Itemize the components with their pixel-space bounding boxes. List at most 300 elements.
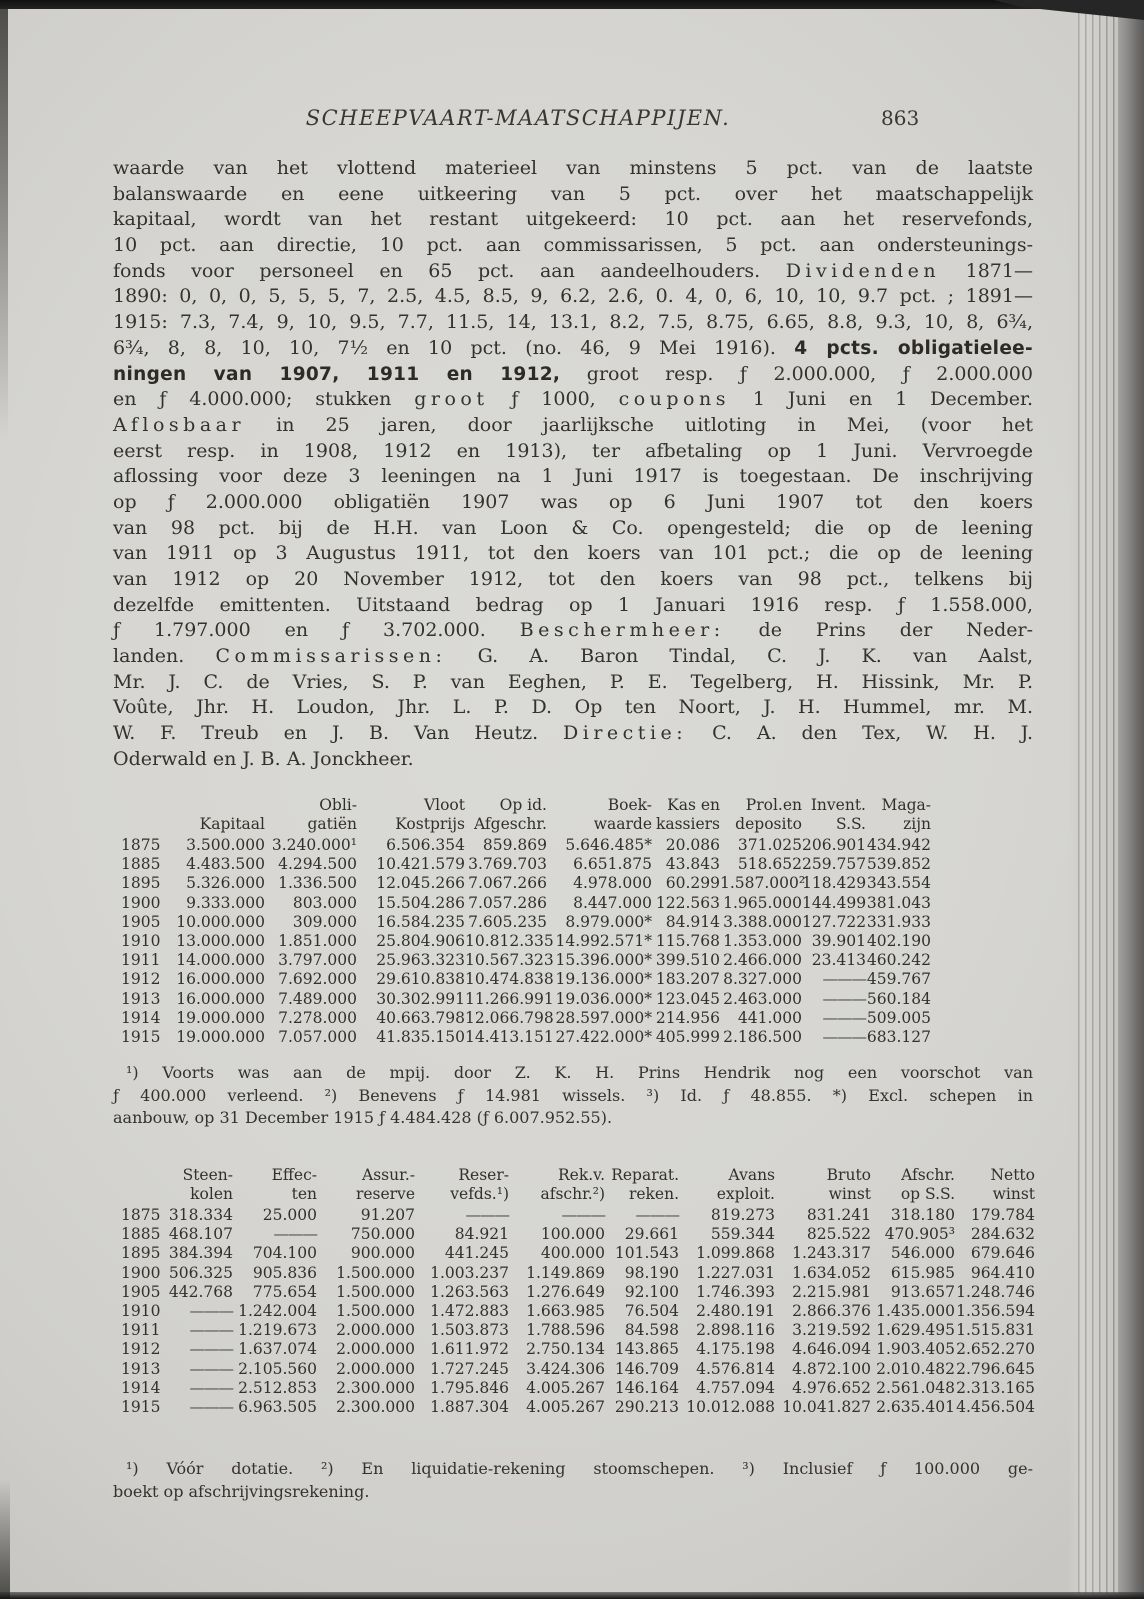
year-cell: 1913: [121, 1359, 161, 1378]
column-header: deposito: [735, 815, 802, 833]
value-cell: ———: [189, 1378, 233, 1397]
value-cell: 41.835.150: [376, 1028, 465, 1047]
value-cell: 214.956: [655, 1008, 720, 1027]
value-cell: 1.903.405: [876, 1340, 955, 1359]
column-header: afschr.²): [540, 1185, 605, 1203]
paragraph-line: [113, 541, 1033, 567]
running-header: [113, 106, 1033, 136]
value-cell: 4.456.504: [956, 1398, 1035, 1417]
text-segment: dezelfde emittenten. Uitstaand bedrag op 1 Januari 1916 resp. ƒ 1.558.000,: [113, 593, 1033, 616]
paragraph-line: [113, 516, 1033, 542]
value-cell: 679.646: [970, 1244, 1035, 1263]
value-cell: 1.503.873: [430, 1321, 509, 1340]
value-cell: 1.500.000: [336, 1282, 415, 1301]
paragraph-line: [113, 593, 1033, 619]
value-cell: 23.413: [811, 951, 866, 970]
spaced-text-segment: Directie:: [563, 722, 688, 745]
value-cell: 27.422.000*: [555, 1028, 652, 1047]
table-row: [121, 1379, 1035, 1398]
value-cell: 3.769.703: [468, 855, 547, 874]
value-cell: 1.851.000: [278, 932, 357, 951]
value-cell: 460.242: [866, 951, 931, 970]
year-cell: 1895: [121, 1244, 161, 1263]
text-segment: balanswaarde en eene uitkeering van 5 pct. over het maatschappelijk: [113, 182, 1033, 205]
value-cell: 384.394: [168, 1244, 233, 1263]
text-segment: fonds voor personeel en 65 pct. aan aandeelhouders.: [113, 259, 786, 282]
text-segment: ƒ 1.797.000 en ƒ 3.702.000.: [113, 619, 520, 642]
footnote-line: [113, 1062, 1033, 1085]
paragraph-line: [113, 721, 1033, 747]
value-cell: 2.480.191: [696, 1302, 775, 1321]
value-cell: 1.149.869: [526, 1263, 605, 1282]
value-cell: 1.472.883: [430, 1302, 509, 1321]
value-cell: 19.000.000: [176, 1028, 265, 1047]
text-segment: waarde van het vlottend materieel van minstens 5 pct. van de laatste: [113, 157, 1033, 179]
value-cell: 7.605.235: [468, 912, 547, 931]
value-cell: 1.611.972: [430, 1340, 509, 1359]
text-segment: de Prins der Neder-: [724, 619, 1033, 642]
value-cell: 819.273: [710, 1206, 775, 1224]
table-row: [121, 1009, 931, 1028]
year-cell: 1910: [121, 932, 161, 951]
value-cell: ———: [822, 970, 866, 989]
column-header: Bruto: [826, 1166, 871, 1184]
column-header: Kas en: [667, 796, 720, 814]
bottom-left-shadow: [0, 1479, 10, 1599]
value-cell: 1.788.596: [526, 1321, 605, 1340]
value-cell: 1.276.649: [526, 1282, 605, 1301]
column-header: Afschr.: [901, 1166, 955, 1184]
financial-table-balance: [121, 796, 931, 1047]
value-cell: 2.866.376: [792, 1302, 871, 1321]
value-cell: 1.227.031: [696, 1263, 775, 1282]
paragraph-line: [113, 670, 1033, 696]
spaced-text-segment: Aflosbaar: [113, 413, 246, 436]
value-cell: 2.313.165: [956, 1378, 1035, 1397]
value-cell: 14.000.000: [176, 951, 265, 970]
paragraph-line: [113, 387, 1033, 413]
text-segment: op ƒ 2.000.000 obligatiën 1907 was op 6 Juni 1907 tot den koers: [113, 490, 1033, 513]
value-cell: 1.500.000: [336, 1263, 415, 1282]
value-cell: 3.797.000: [278, 951, 357, 970]
value-cell: 100.000: [540, 1225, 605, 1244]
financial-table-results: [121, 1166, 1035, 1417]
value-cell: 2.561.048: [876, 1378, 955, 1397]
table-row: [121, 1360, 1035, 1379]
value-cell: 3.424.306: [526, 1359, 605, 1378]
text-segment: aflossing voor deze 3 leeningen na 1 Juni 1917 is toegestaan. De inschrijving: [113, 465, 1033, 488]
column-header: winst: [828, 1185, 871, 1203]
column-header: [121, 1166, 165, 1185]
value-cell: ———: [189, 1359, 233, 1378]
value-cell: ———: [189, 1321, 233, 1340]
value-cell: 122.563: [655, 893, 720, 912]
value-cell: 284.632: [970, 1225, 1035, 1244]
value-cell: ———: [822, 1028, 866, 1047]
value-cell: 704.100: [252, 1244, 317, 1263]
value-cell: 43.843: [665, 855, 720, 874]
value-cell: 2.512.853: [238, 1378, 317, 1397]
text-segment: van 1911 op 3 Augustus 1911, tot den koers van 101 pct.; die op de leening: [113, 542, 1033, 565]
year-cell: 1914: [121, 1378, 161, 1397]
value-cell: 1.435.000: [876, 1302, 955, 1321]
value-cell: 123.045: [655, 989, 720, 1008]
paragraph-line: [113, 695, 1033, 721]
value-cell: 1.629.495: [876, 1321, 955, 1340]
paragraph-line: [113, 310, 1033, 336]
value-cell: 7.067.266: [468, 874, 547, 893]
column-header: Op id.: [499, 796, 547, 814]
text-segment: G. A. Baron Tindal, C. J. K. van Aalst,: [446, 645, 1033, 668]
value-cell: 19.036.000*: [555, 989, 652, 1008]
value-cell: 2.652.270: [956, 1340, 1035, 1359]
text-segment: van 1912 op 20 November 1912, tot den koers van 98 pct., telkens bij: [113, 568, 1033, 590]
column-header: Effec-: [271, 1166, 317, 1184]
value-cell: 1.353.000: [723, 932, 802, 951]
column-header: Reparat.: [611, 1166, 679, 1184]
table-header-row: [121, 796, 931, 815]
table-row: [121, 835, 931, 855]
table-row: [121, 951, 931, 970]
text-segment: van 98 pct. bij de H.H. van Loon & Co. opengesteld; die op de leening: [113, 516, 1033, 539]
value-cell: 16.000.000: [176, 989, 265, 1008]
value-cell: 91.207: [360, 1206, 415, 1224]
value-cell: 12.045.266: [376, 874, 465, 893]
table-row: [121, 894, 931, 913]
table-row: [121, 1264, 1035, 1283]
year-cell: 1913: [121, 989, 161, 1008]
table-header-row: [121, 1166, 1035, 1185]
footnote-line: [113, 1481, 1033, 1504]
value-cell: 441.245: [444, 1244, 509, 1263]
value-cell: ———: [561, 1206, 605, 1224]
column-header: vefds.¹): [450, 1185, 509, 1203]
value-cell: 964.410: [970, 1263, 1035, 1282]
value-cell: 1.515.831: [956, 1321, 1035, 1340]
year-cell: 1900: [121, 893, 161, 912]
column-header: [121, 815, 165, 835]
page-title: SCHEEPVAART-MAATSCHAPPIJEN.: [305, 106, 731, 130]
column-header: Vloot: [423, 796, 465, 814]
value-cell: 2.898.116: [696, 1321, 775, 1340]
text-segment: groot resp. ƒ 2.000.000, ƒ 2.000.000: [560, 362, 1033, 385]
value-cell: 331.933: [866, 912, 931, 931]
value-cell: 16.000.000: [176, 970, 265, 989]
value-cell: 4.294.500: [278, 855, 357, 874]
table-row: [121, 1321, 1035, 1340]
value-cell: 318.180: [890, 1206, 955, 1224]
column-header: ten: [291, 1185, 317, 1203]
value-cell: 1.634.052: [792, 1263, 871, 1282]
value-cell: 2.300.000: [336, 1378, 415, 1397]
text-segment: ƒ 400.000 verleend. ²) Benevens ƒ 14.981 wissels. ³) Id. ƒ 48.855. *) Excl. schepen in: [113, 1085, 1033, 1105]
value-cell: 2.466.000: [723, 951, 802, 970]
value-cell: 4.005.267: [526, 1378, 605, 1397]
value-cell: 29.661: [624, 1225, 679, 1244]
value-cell: 1.263.563: [430, 1282, 509, 1301]
value-cell: 459.767: [866, 970, 931, 989]
column-header: Kapitaal: [199, 815, 265, 833]
value-cell: 1.887.304: [430, 1398, 509, 1417]
value-cell: 4.872.100: [792, 1359, 871, 1378]
value-cell: 539.852: [866, 855, 931, 874]
paragraph-line: [113, 336, 1033, 362]
column-header: gatiën: [307, 815, 357, 833]
value-cell: 1.003.237: [430, 1263, 509, 1282]
value-cell: ———: [273, 1225, 317, 1244]
value-cell: 343.554: [866, 874, 931, 893]
value-cell: 400.000: [540, 1244, 605, 1263]
value-cell: 2.463.000: [723, 989, 802, 1008]
value-cell: 9.333.000: [186, 893, 265, 912]
year-cell: 1914: [121, 1008, 161, 1027]
value-cell: 6.651.875: [573, 855, 652, 874]
value-cell: 434.942: [866, 836, 931, 854]
paragraph-line: [113, 747, 1033, 773]
paragraph-line: [113, 644, 1033, 670]
text-segment: in 25 jaren, door jaarlijksche uitloting in Mei, (voor het: [245, 413, 1033, 436]
value-cell: 1.663.985: [526, 1302, 605, 1321]
spaced-text-segment: Commissarissen:: [215, 645, 447, 668]
value-cell: 84.914: [665, 912, 720, 931]
body-paragraph: [113, 156, 1033, 773]
value-cell: 290.213: [614, 1398, 679, 1417]
value-cell: 1.336.500: [278, 874, 357, 893]
table-row: [121, 1340, 1035, 1359]
column-header: Invent.: [810, 796, 866, 814]
table-row: [121, 1244, 1035, 1263]
value-cell: 3.500.000: [186, 836, 265, 854]
table-row: [121, 913, 931, 932]
text-segment: 1915: 7.3, 7.4, 9, 10, 9.5, 7.7, 11.5, 14, 13.1, 8.2, 7.5, 8.75, 6.65, 8.8, 9.3, 10, 8, 6¾,: [113, 311, 1033, 334]
text-segment: en ƒ 4.000.000; stukken: [113, 388, 415, 411]
value-cell: 10.567.323: [465, 951, 554, 970]
page-number: 863: [881, 106, 920, 130]
table-row: [121, 874, 931, 893]
value-cell: 470.905³: [884, 1225, 955, 1244]
value-cell: 381.043: [866, 893, 931, 912]
value-cell: 118.429: [802, 874, 867, 893]
value-cell: 5.646.485*: [565, 836, 652, 854]
value-cell: 101.543: [614, 1244, 679, 1263]
text-segment: ƒ 1000,: [488, 388, 619, 411]
value-cell: 146.709: [614, 1359, 679, 1378]
value-cell: 146.164: [614, 1378, 679, 1397]
value-cell: 3.240.000¹: [271, 836, 357, 854]
value-cell: 7.057.286: [468, 893, 547, 912]
paragraph-line: [113, 618, 1033, 644]
value-cell: 1.099.868: [696, 1244, 775, 1263]
value-cell: 84.921: [454, 1225, 509, 1244]
value-cell: ———: [189, 1302, 233, 1321]
value-cell: 1.637.074: [238, 1340, 317, 1359]
value-cell: 1.746.393: [696, 1282, 775, 1301]
column-header: exploit.: [716, 1185, 775, 1203]
text-segment: Oderwald en J. B. A. Jonckheer.: [113, 747, 414, 770]
paragraph-line: [113, 233, 1033, 259]
year-cell: 1905: [121, 1282, 161, 1301]
value-cell: 518.652: [737, 855, 802, 874]
value-cell: 206.901: [802, 836, 867, 854]
value-cell: 39.901: [811, 932, 866, 951]
value-cell: 10.012.088: [686, 1398, 775, 1417]
paragraph-line: [113, 182, 1033, 208]
column-header: Obli-: [319, 796, 357, 814]
bold-text-segment: 4 pcts. obligatielee-: [794, 337, 1033, 359]
value-cell: 546.000: [890, 1244, 955, 1263]
value-cell: 6.506.354: [386, 836, 465, 854]
value-cell: 4.978.000: [573, 874, 652, 893]
paragraph-line: [113, 413, 1033, 439]
value-cell: 2.635.401: [876, 1398, 955, 1417]
value-cell: 2.186.500: [723, 1028, 802, 1047]
value-cell: 8.327.000: [723, 970, 802, 989]
value-cell: 179.784: [970, 1206, 1035, 1224]
column-header: Netto: [990, 1166, 1035, 1184]
table-row: [121, 932, 931, 951]
value-cell: ———: [822, 989, 866, 1008]
year-cell: 1885: [121, 855, 161, 874]
column-header: Rek.v.: [557, 1166, 605, 1184]
value-cell: 831.241: [806, 1206, 871, 1224]
value-cell: 399.510: [655, 951, 720, 970]
text-segment: 1890: 0, 0, 0, 5, 5, 5, 7, 2.5, 4.5, 8.5, 9, 6.2, 2.6, 0. 4, 0, 6, 10, 10, 9.7 pct. ; 1891—: [113, 285, 1033, 308]
paragraph-line: [113, 284, 1033, 310]
value-cell: 19.136.000*: [555, 970, 652, 989]
column-header: [165, 796, 265, 815]
column-header: Reser-: [458, 1166, 509, 1184]
year-cell: 1900: [121, 1263, 161, 1282]
column-header: zijn: [903, 815, 931, 833]
column-header: Prol.en: [745, 796, 802, 814]
value-cell: 2.300.000: [336, 1398, 415, 1417]
value-cell: 11.266.991: [465, 989, 554, 1008]
text-segment: ¹) Vóór dotatie. ²) En liquidatie-rekening stoomschepen. ³) Inclusief ƒ 100.000 ge-: [126, 1459, 1033, 1478]
year-cell: 1875: [121, 1206, 161, 1224]
value-cell: 2.010.482: [876, 1359, 955, 1378]
text-segment: 6¾, 8, 8, 10, 10, 7½ en 10 pct. (no. 46, 9 Mei 1916).: [113, 336, 795, 359]
value-cell: 442.768: [168, 1282, 233, 1301]
bottom-scan-band: [0, 1592, 1144, 1599]
table-row: [121, 990, 931, 1009]
table-row: [121, 1302, 1035, 1321]
text-segment: W. F. Treub en J. B. Van Heutz.: [113, 722, 564, 745]
paragraph-line: [113, 567, 1033, 593]
value-cell: 183.207: [655, 970, 720, 989]
table-row: [121, 1283, 1035, 1302]
value-cell: 309.000: [292, 912, 357, 931]
value-cell: 10.041.827: [782, 1398, 871, 1417]
value-cell: 441.000: [737, 1008, 802, 1027]
value-cell: 1.243.317: [792, 1244, 871, 1263]
value-cell: 2.000.000: [336, 1359, 415, 1378]
column-header: Maga-: [881, 796, 931, 814]
column-header: Boek-: [607, 796, 652, 814]
value-cell: 60.299: [665, 874, 720, 893]
table-header-row: [121, 815, 931, 835]
year-cell: 1912: [121, 1340, 161, 1359]
value-cell: 468.107: [168, 1225, 233, 1244]
paragraph-line: [113, 464, 1033, 490]
value-cell: 4.005.267: [526, 1398, 605, 1417]
value-cell: 2.750.134: [526, 1340, 605, 1359]
value-cell: 1.242.004: [238, 1302, 317, 1321]
value-cell: 25.963.323: [376, 951, 465, 970]
column-header: Avans: [728, 1166, 775, 1184]
value-cell: 28.597.000*: [555, 1008, 652, 1027]
paragraph-line: [113, 490, 1033, 516]
column-header: Afgeschr.: [473, 815, 547, 833]
text-segment: C. A. den Tex, W. H. J.: [687, 722, 1033, 745]
value-cell: 10.000.000: [176, 912, 265, 931]
column-header: [121, 796, 165, 815]
value-cell: 10.474.838: [465, 970, 554, 989]
value-cell: 402.190: [866, 932, 931, 951]
value-cell: 13.000.000: [176, 932, 265, 951]
value-cell: 1.965.000: [723, 893, 802, 912]
value-cell: 12.066.798: [465, 1008, 554, 1027]
text-segment: aanbouw, op 31 December 1915 ƒ 4.484.428 (ƒ 6.007.952.55).: [113, 1108, 613, 1127]
value-cell: 144.499: [802, 893, 867, 912]
value-cell: 7.489.000: [278, 989, 357, 1008]
column-header: waarde: [593, 815, 652, 833]
value-cell: 14.992.571*: [555, 932, 652, 951]
year-cell: 1912: [121, 970, 161, 989]
value-cell: 20.086: [665, 836, 720, 854]
bold-text-segment: ningen van 1907, 1911 en 1912,: [113, 363, 561, 385]
column-header: op S.S.: [900, 1185, 955, 1203]
value-cell: 1.727.245: [430, 1359, 509, 1378]
value-cell: 2.215.981: [792, 1282, 871, 1301]
value-cell: 259.757: [802, 855, 867, 874]
text-segment: 1871—: [940, 259, 1033, 282]
text-segment: Mr. J. C. de Vries, S. P. van Eeghen, P. E. Tegelberg, H. Hissink, Mr. P.: [113, 670, 1033, 693]
value-cell: 84.598: [624, 1321, 679, 1340]
value-cell: 25.000: [262, 1206, 317, 1224]
value-cell: 4.175.198: [696, 1340, 775, 1359]
value-cell: 10.421.579: [376, 855, 465, 874]
value-cell: 30.302.991: [376, 989, 465, 1008]
value-cell: 803.000: [292, 893, 357, 912]
year-cell: 1911: [121, 1321, 161, 1340]
paragraph-line: [113, 207, 1033, 233]
value-cell: 98.190: [624, 1263, 679, 1282]
value-cell: ———: [189, 1340, 233, 1359]
text-segment: boekt op afschrijvingsrekening.: [113, 1481, 370, 1501]
value-cell: 913.657: [890, 1282, 955, 1301]
value-cell: 509.005: [866, 1008, 931, 1027]
value-cell: 1.500.000: [336, 1302, 415, 1321]
value-cell: 15.396.000*: [555, 951, 652, 970]
value-cell: 1.587.000²: [720, 874, 806, 893]
value-cell: 900.000: [350, 1244, 415, 1263]
value-cell: 127.722: [802, 912, 867, 931]
paragraph-line: [113, 156, 1033, 182]
value-cell: 3.219.592: [792, 1321, 871, 1340]
value-cell: 775.654: [252, 1282, 317, 1301]
value-cell: 15.504.286: [376, 893, 465, 912]
table-row: [121, 855, 931, 874]
value-cell: 4.757.094: [696, 1378, 775, 1397]
value-cell: 4.976.652: [792, 1378, 871, 1397]
value-cell: 405.999: [655, 1028, 720, 1047]
value-cell: 683.127: [866, 1028, 931, 1047]
value-cell: 859.869: [482, 836, 547, 854]
value-cell: 8.979.000*: [565, 912, 652, 931]
table-header-row: [121, 1185, 1035, 1205]
table-row: [121, 1028, 931, 1047]
value-cell: 560.184: [866, 989, 931, 1008]
